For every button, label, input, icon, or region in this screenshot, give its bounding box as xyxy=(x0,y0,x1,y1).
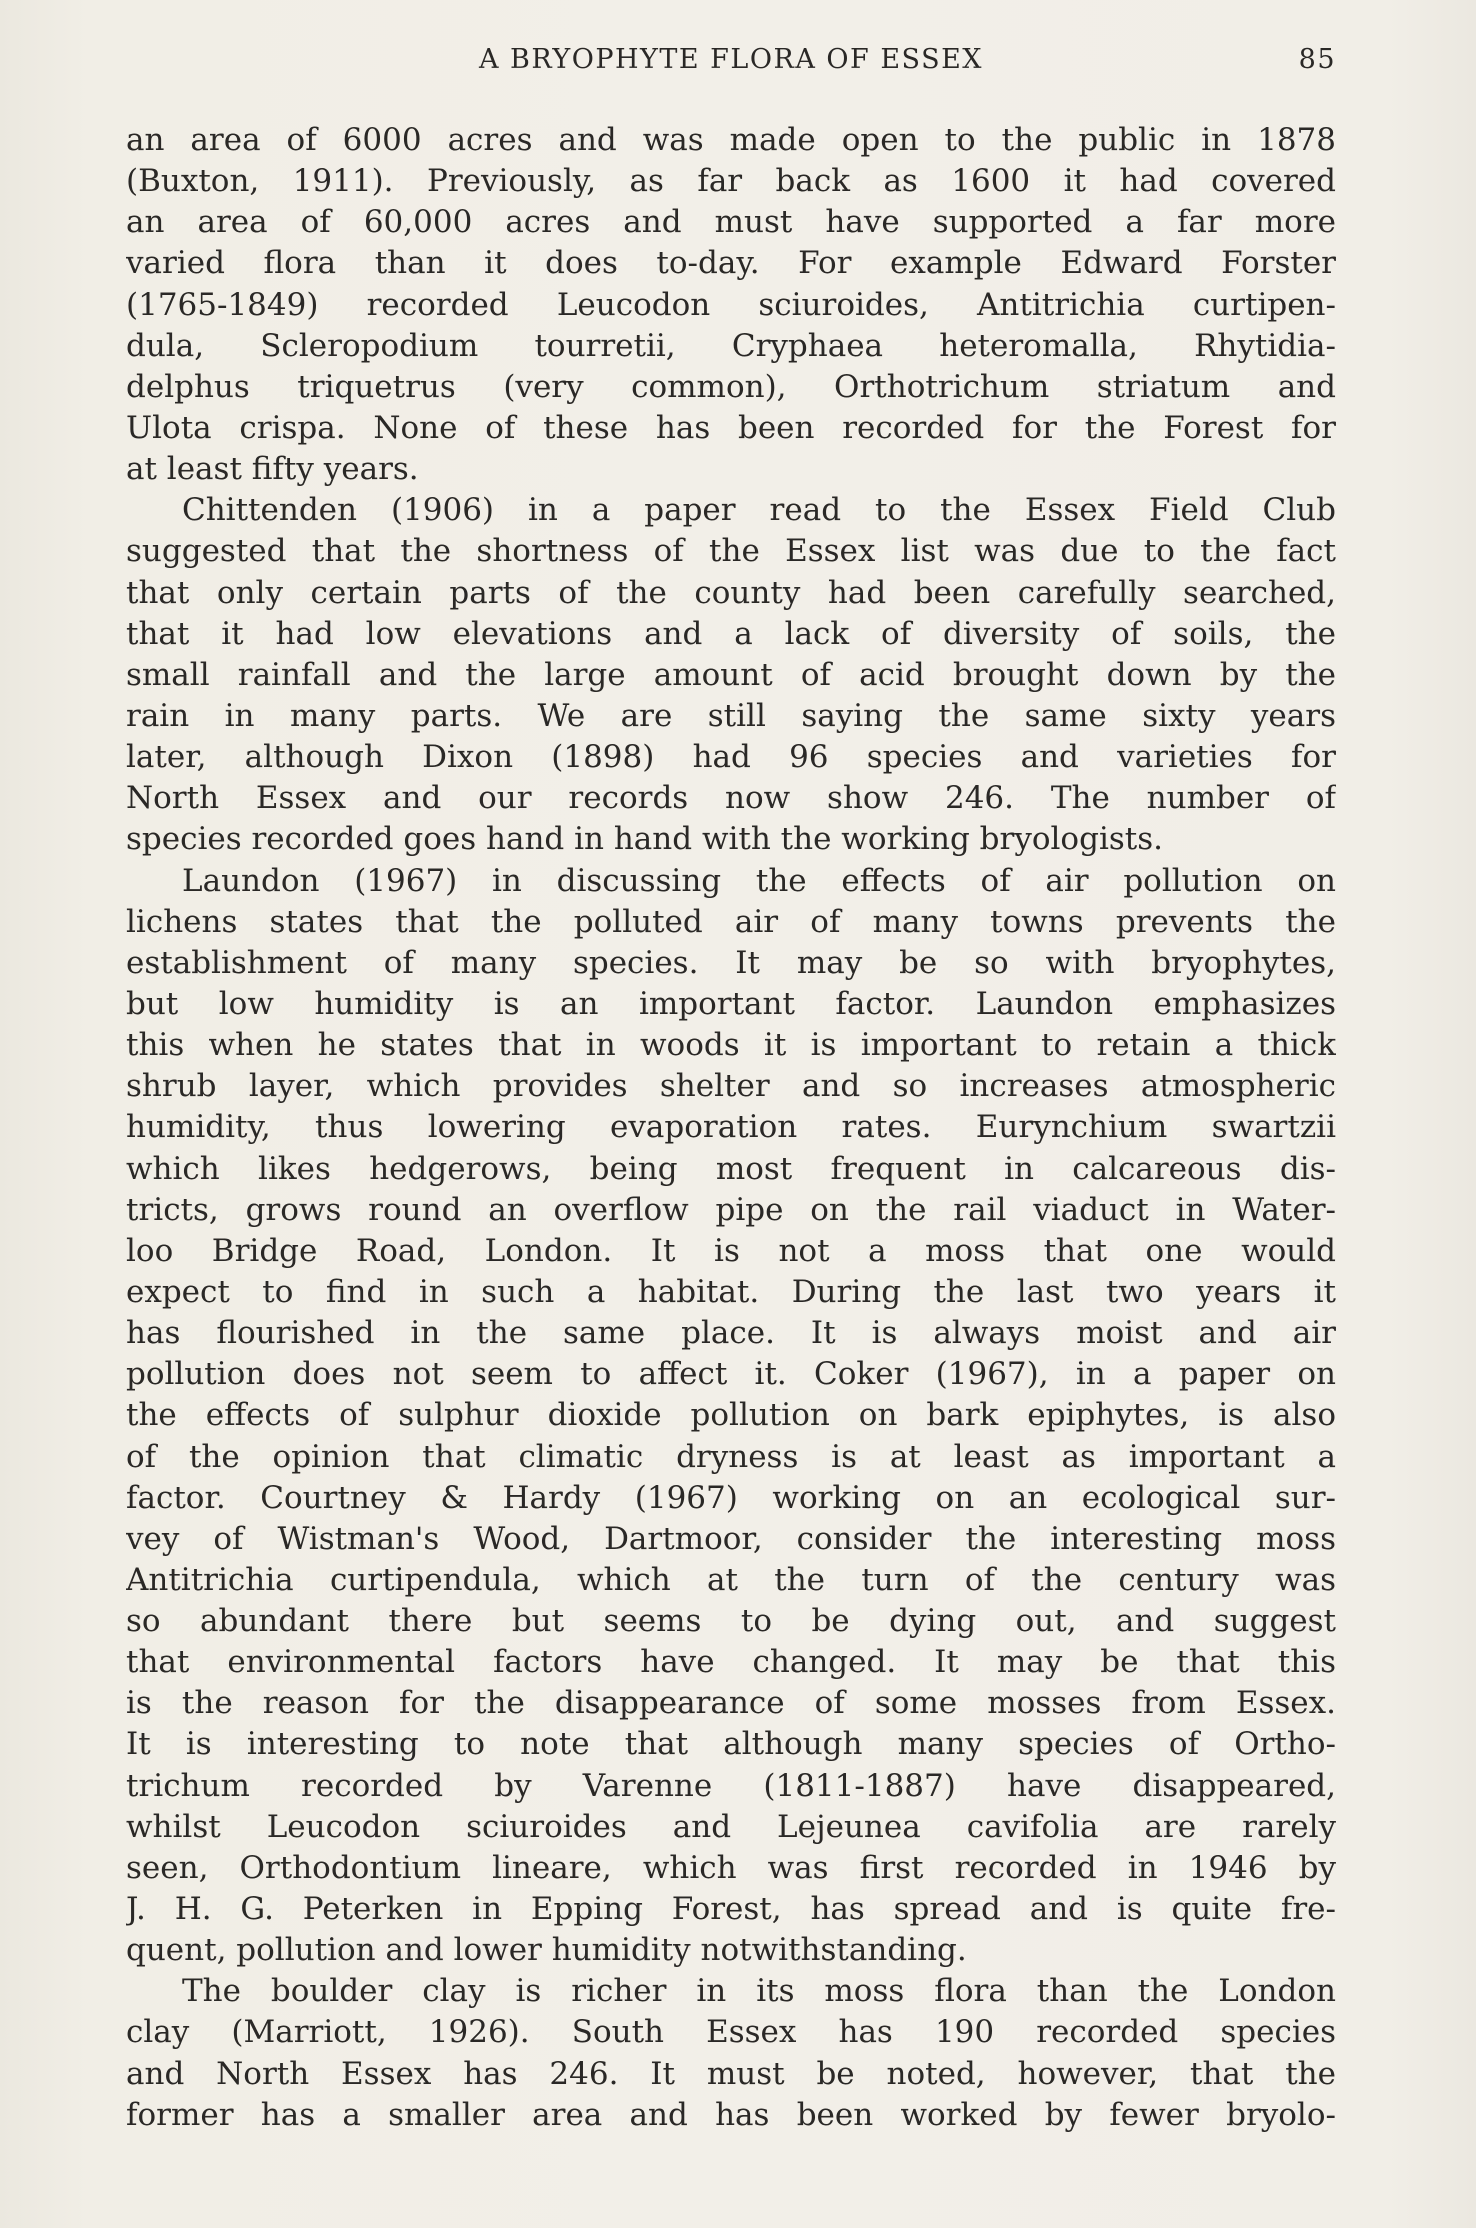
text-line: Chittenden (1906) in a paper read to the Essex Field Club xyxy=(182,492,1336,529)
text-line: seen, Orthodontium lineare, which was first recorded in 1946 by xyxy=(126,1849,1336,1886)
text-line: suggested that the shortness of the Essex list was due to the fact xyxy=(126,533,1336,570)
text-line: clay (Marriott, 1926). South Essex has 190 recorded species xyxy=(126,2014,1336,2051)
text-line: small rainfall and the large amount of acid brought down by the xyxy=(126,656,1336,693)
text-line: trichum recorded by Varenne (1811-1887) have disappeared, xyxy=(126,1767,1336,1804)
text-line: J. H. G. Peterken in Epping Forest, has spread and is quite fre- xyxy=(126,1891,1336,1928)
text-line: shrub layer, which provides shelter and so increases atmospheric xyxy=(126,1068,1336,1105)
text-line: Ulota crispa. None of these has been recorded for the Forest for xyxy=(126,409,1336,446)
text-line: delphus triquetrus (very common), Orthotrichum striatum and xyxy=(126,368,1336,405)
text-line: factor. Courtney & Hardy (1967) working on an ecological sur- xyxy=(126,1479,1336,1516)
text-line: that environmental factors have changed. It may be that this xyxy=(126,1644,1336,1681)
text-line: that it had low elevations and a lack of diversity of soils, the xyxy=(126,615,1336,652)
running-head xyxy=(126,44,1336,84)
text-line: so abundant there but seems to be dying out, and suggest xyxy=(126,1603,1336,1640)
text-line: and North Essex has 246. It must be noted, however, that the xyxy=(126,2055,1336,2092)
text-line: Laundon (1967) in discussing the effects of air pollution on xyxy=(182,862,1336,899)
text-line: expect to find in such a habitat. During the last two years it xyxy=(126,1273,1336,1310)
text-line: North Essex and our records now show 246. The number of xyxy=(126,780,1336,817)
text-line: later, although Dixon (1898) had 96 species and varieties for xyxy=(126,739,1336,776)
text-line: an area of 60,000 acres and must have supported a far more xyxy=(126,204,1336,241)
text-line: which likes hedgerows, being most frequent in calcareous dis- xyxy=(126,1150,1336,1187)
text-line: rain in many parts. We are still saying the same sixty years xyxy=(126,697,1336,734)
text-line: at least fifty years. xyxy=(126,451,419,488)
text-line: quent, pollution and lower humidity notwithstanding. xyxy=(126,1932,967,1969)
text-line: dula, Scleropodium tourretii, Cryphaea heteromalla, Rhytidia- xyxy=(126,327,1336,364)
text-line: lichens states that the polluted air of many towns prevents the xyxy=(126,903,1336,940)
text-line: but low humidity is an important factor. Laundon emphasizes xyxy=(126,985,1336,1022)
text-line: of the opinion that climatic dryness is at least as important a xyxy=(126,1438,1336,1475)
text-line: varied flora than it does to-day. For example Edward Forster xyxy=(126,245,1336,282)
text-line: is the reason for the disappearance of some mosses from Essex. xyxy=(126,1685,1336,1722)
text-line: this when he states that in woods it is important to retain a thick xyxy=(126,1027,1336,1064)
running-title: A BRYOPHYTE FLORA OF ESSEX xyxy=(478,44,984,75)
text-line: pollution does not seem to affect it. Coker (1967), in a paper on xyxy=(126,1356,1336,1393)
text-line: tricts, grows round an overflow pipe on the rail viaduct in Water- xyxy=(126,1191,1336,1228)
text-line: The boulder clay is richer in its moss flora than the London xyxy=(182,1973,1336,2010)
text-line: Antitrichia curtipendula, which at the turn of the century was xyxy=(126,1561,1336,1598)
text-line: has flourished in the same place. It is always moist and air xyxy=(126,1315,1336,1352)
page-number: 85 xyxy=(1298,44,1336,75)
text-line: former has a smaller area and has been worked by fewer bryolo- xyxy=(126,2096,1336,2133)
text-line: an area of 6000 acres and was made open to the public in 1878 xyxy=(126,122,1336,158)
text-line: (1765-1849) recorded Leucodon sciuroides, Antitrichia curtipen- xyxy=(126,286,1336,323)
text-line: (Buxton, 1911). Previously, as far back as 1600 it had covered xyxy=(126,163,1336,200)
body-text xyxy=(126,120,1336,2136)
text-line: It is interesting to note that although many species of Ortho- xyxy=(126,1726,1336,1763)
text-line: whilst Leucodon sciuroides and Lejeunea cavifolia are rarely xyxy=(126,1808,1336,1845)
text-line: establishment of many species. It may be so with bryophytes, xyxy=(126,944,1336,981)
text-line: humidity, thus lowering evaporation rates. Eurynchium swartzii xyxy=(126,1109,1336,1146)
text-line: vey of Wistman's Wood, Dartmoor, consider the interesting moss xyxy=(126,1520,1336,1557)
text-line: loo Bridge Road, London. It is not a moss that one would xyxy=(126,1232,1336,1269)
text-line: the effects of sulphur dioxide pollution on bark epiphytes, is also xyxy=(126,1397,1336,1434)
text-line: that only certain parts of the county had been carefully searched, xyxy=(126,574,1336,611)
text-line: species recorded goes hand in hand with the working bryologists. xyxy=(126,821,1163,858)
